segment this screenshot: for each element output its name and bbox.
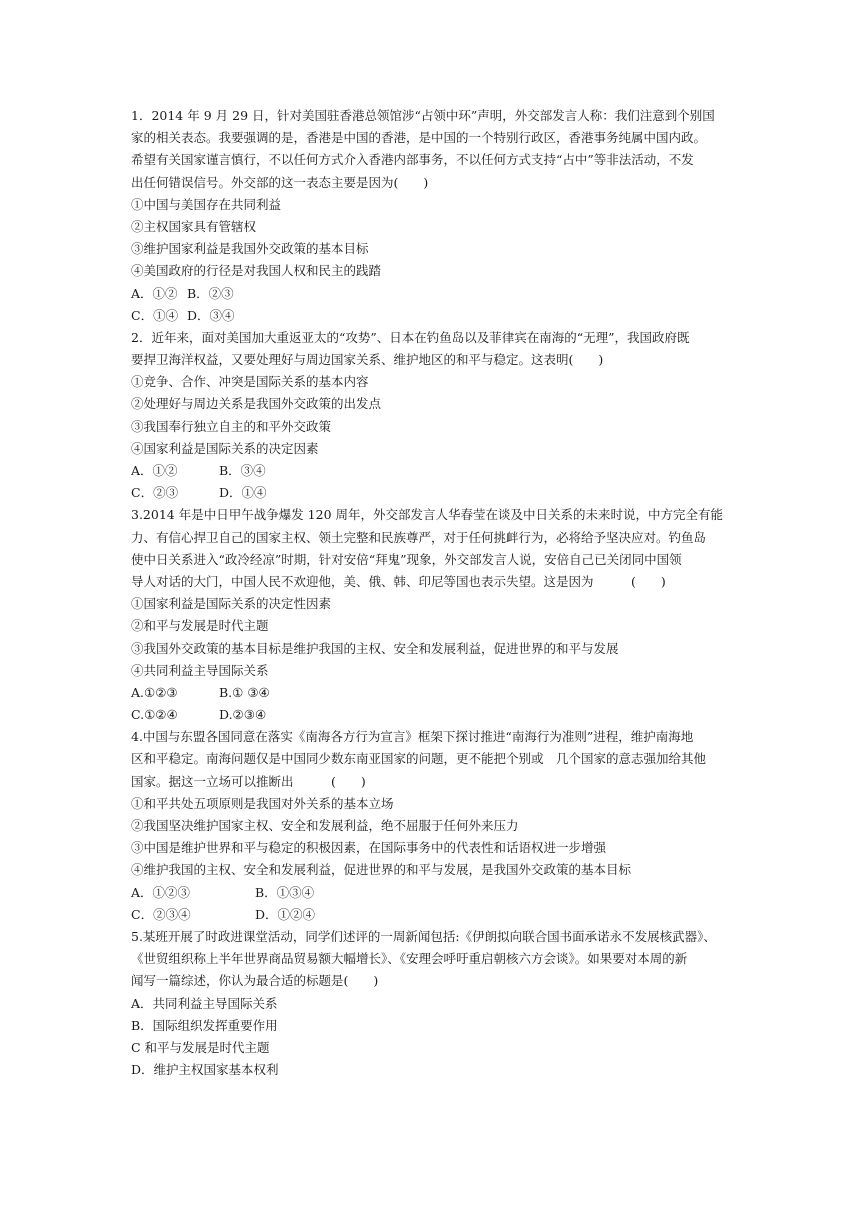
statement-option: ③我国奉行独立自主的和平外交政策 bbox=[131, 418, 332, 434]
statement-option: ④维护我国的主权、安全和发展利益，促进世界的和平与发展，是我国外交政策的基本目标 bbox=[131, 862, 632, 878]
answer-choice: D.②③④ bbox=[219, 707, 267, 723]
answer-choices-row bbox=[131, 283, 731, 305]
statement-option: ①国家利益是国际关系的决定性因素 bbox=[131, 596, 332, 612]
answer-choice: D．③④ bbox=[187, 307, 235, 323]
statement-option: ②主权国家具有管辖权 bbox=[131, 218, 257, 234]
question-stem-line: 《世贸组织称上半年世界商品贸易额大幅增长》、《安理会呼吁重启朝核六方会谈》。如果要对本周的新 bbox=[131, 951, 688, 967]
question-list bbox=[131, 105, 731, 1081]
answer-choice: C 和平与发展是时代主题 bbox=[131, 1039, 270, 1055]
answer-choice: A.①②③ bbox=[131, 684, 178, 700]
question-5 bbox=[131, 926, 731, 1081]
question-stem-line: 出任何错误信号。外交部的这一表态主要是因为( ) bbox=[131, 174, 429, 190]
answer-choice: B．③④ bbox=[219, 463, 266, 478]
question-3 bbox=[131, 504, 731, 726]
answer-choices-row bbox=[131, 305, 731, 327]
statement-option: ③我国外交政策的基本目标是维护我国的主权、安全和发展利益，促进世界的和平与发展 bbox=[131, 640, 619, 656]
statement-option: ④美国政府的行径是对我国人权和民主的践踏 bbox=[131, 263, 382, 279]
question-stem-line: 国家。据这一立场可以推断出 ( ) bbox=[131, 773, 366, 789]
question-stem-line: 区和平稳定。南海问题仅是中国同少数东南亚国家的问题，更不能把个别或 几个国家的意志强加给其他 bbox=[131, 751, 707, 767]
question-stem-line: 要捍卫海洋权益，又要处理好与周边国家关系、维护地区的和平与稳定。这表明( ) bbox=[131, 352, 604, 368]
question-stem-line: 5.某班开展了时政进课堂活动，同学们述评的一周新闻包括:《伊朗拟向联合国书面承诺永不发展核武器》、 bbox=[131, 928, 716, 944]
statement-option: ①竞争、合作、冲突是国际关系的基本内容 bbox=[131, 374, 369, 390]
answer-choice: C．②③④ bbox=[131, 906, 191, 922]
answer-choice: C.①②④ bbox=[131, 707, 178, 723]
statement-option: ②和平与发展是时代主题 bbox=[131, 618, 269, 634]
statement-option: ②我国坚决维护国家主权、安全和发展利益，绝不屈服于任何外来压力 bbox=[131, 818, 519, 833]
question-2 bbox=[131, 327, 731, 505]
answer-choices-row bbox=[131, 904, 731, 926]
answer-choices-row bbox=[131, 682, 731, 704]
answer-choice: C．①④ bbox=[131, 307, 179, 323]
answer-choice: A．①② bbox=[131, 463, 178, 478]
question-stem-line: 使中日关系进入“政冷经凉”时期，针对安倍“拜鬼”现象，外交部发言人说，安倍自己已关闭同中国领 bbox=[131, 551, 682, 567]
answer-choice: A．①② bbox=[131, 285, 178, 301]
statement-option: ④共同利益主导国际关系 bbox=[131, 662, 269, 678]
answer-choice: B．①③④ bbox=[255, 884, 315, 900]
statement-option: ②处理好与周边关系是我国外交政策的出发点 bbox=[131, 396, 382, 412]
answer-choices-row bbox=[131, 460, 731, 482]
answer-choice: B．②③ bbox=[187, 285, 234, 301]
question-4 bbox=[131, 726, 731, 926]
question-stem-line: 希望有关国家谨言慎行，不以任何方式介入香港内部事务，不以任何方式支持“占中”等非法活动，不发 bbox=[131, 152, 694, 168]
answer-choice: D．①④ bbox=[219, 485, 267, 501]
statement-option: ④国家利益是国际关系的决定因素 bbox=[131, 440, 319, 456]
answer-choice: B．国际组织发挥重要作用 bbox=[131, 1017, 278, 1033]
question-stem-line: 1．2014 年 9 月 29 日，针对美国驻香港总领馆涉“占领中环”声明，外交部发言人称：我们注意到个别国 bbox=[131, 108, 715, 123]
question-stem-line: 力、有信心捍卫自己的国家主权、领土完整和民族尊严，对于任何挑衅行为，必将给予坚决应对。钓鱼岛 bbox=[131, 529, 707, 545]
statement-option: ①中国与美国存在共同利益 bbox=[131, 196, 282, 212]
question-stem-line: 3.2014 年是中日甲午战争爆发 120 周年，外交部发言人华春莹在谈及中日关系的未来时说，中方完全有能 bbox=[131, 507, 724, 523]
question-stem-line: 4.中国与东盟各国同意在落实《南海各方行为宣言》框架下探讨推进“南海行为准则”进程，维护南海地 bbox=[131, 729, 694, 745]
answer-choices-row bbox=[131, 704, 731, 726]
answer-choice: A．共同利益主导国际关系 bbox=[131, 995, 278, 1011]
question-1 bbox=[131, 105, 731, 327]
answer-choice: D．维护主权国家基本权利 bbox=[131, 1062, 279, 1078]
question-stem-line: 2．近年来，面对美国加大重返亚太的“攻势”、日本在钓鱼岛以及菲律宾在南海的“无理”，我国政府既 bbox=[131, 329, 690, 345]
statement-option: ③维护国家利益是我国外交政策的基本目标 bbox=[131, 241, 369, 257]
statement-option: ③中国是维护世界和平与稳定的积极因素，在国际事务中的代表性和话语权进一步增强 bbox=[131, 840, 607, 856]
answer-choices-row bbox=[131, 482, 731, 504]
question-stem-line: 闻写一篇综述，你认为最合适的标题是( ) bbox=[131, 973, 379, 989]
answer-choice: B.① ③④ bbox=[219, 684, 270, 700]
answer-choice: A．①②③ bbox=[131, 884, 191, 900]
statement-option: ①和平共处五项原则是我国对外关系的基本立场 bbox=[131, 795, 394, 811]
answer-choice: C．②③ bbox=[131, 485, 179, 501]
question-stem-line: 导人对话的大门，中国人民不欢迎他，美、俄、韩、印尼等国也表示失望。这是因为 ( ) bbox=[131, 573, 666, 589]
answer-choice: D．①②④ bbox=[255, 906, 316, 922]
answer-choices-row bbox=[131, 882, 731, 904]
question-stem-line: 家的相关表态。我要强调的是，香港是中国的香港，是中国的一个特别行政区，香港事务纯属中国内政。 bbox=[131, 130, 707, 146]
